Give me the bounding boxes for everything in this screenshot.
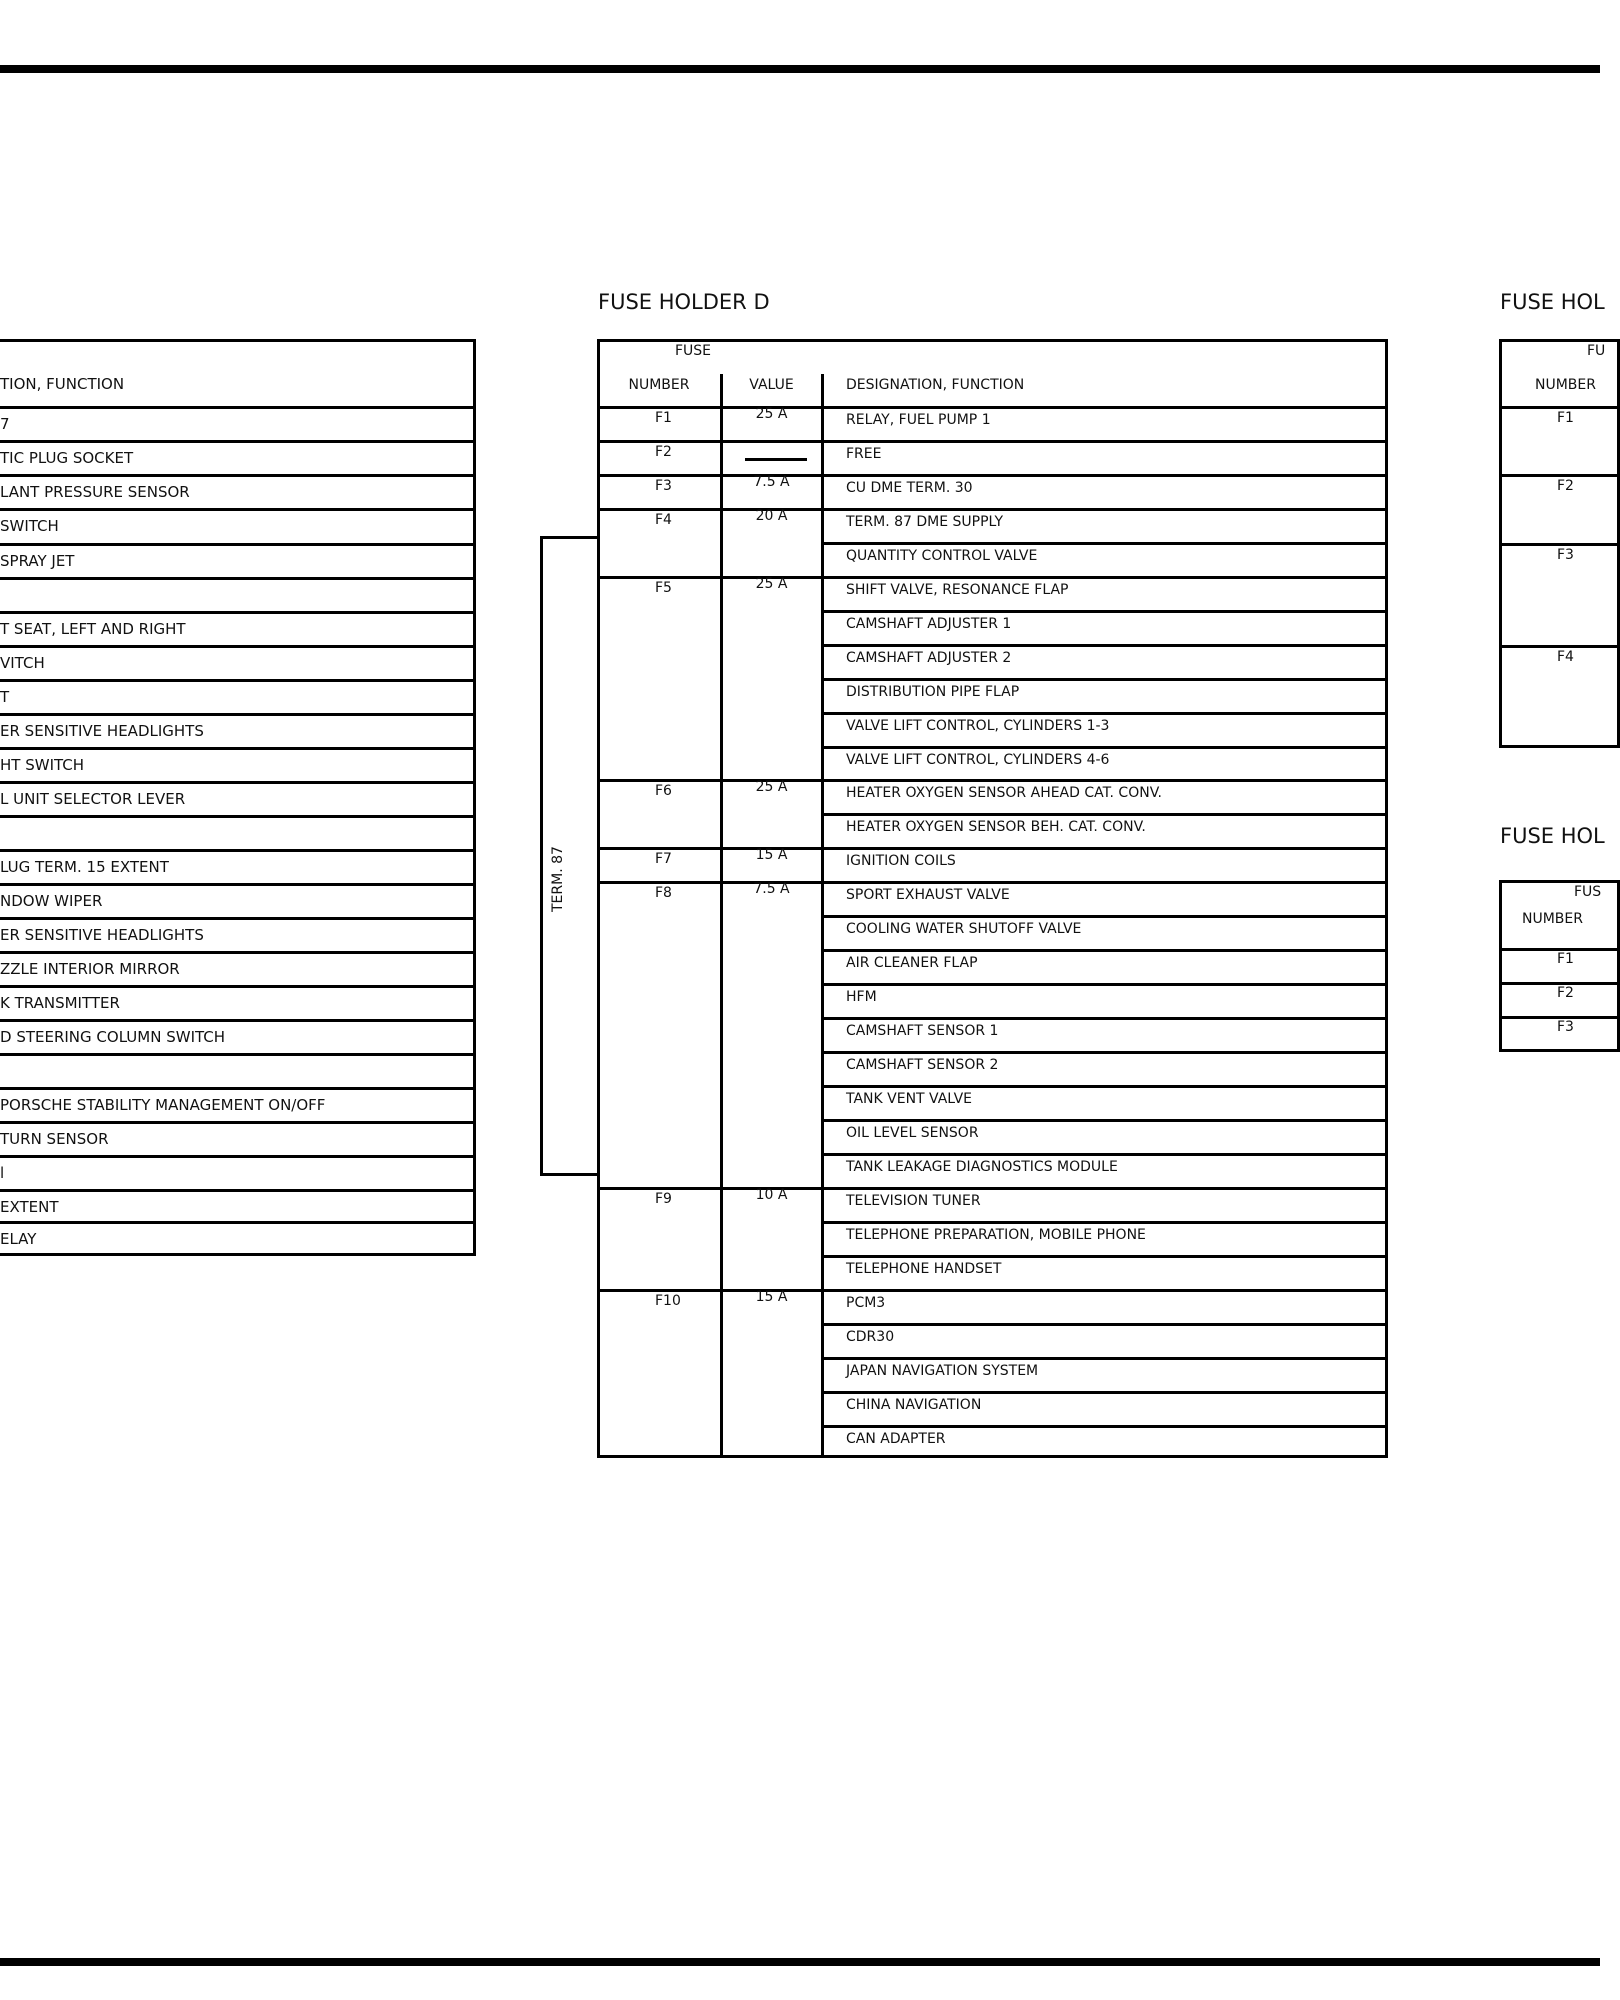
fuse-value: 7.5 A [753, 474, 790, 490]
fuse-d-row-line [822, 1391, 1388, 1394]
fuse-value-empty-dash [745, 458, 807, 461]
right-top-fuse-number: F3 [1557, 547, 1574, 563]
fuse-number: F2 [655, 444, 672, 460]
left-table-row-line [0, 917, 476, 920]
fuse-d-row-line [822, 915, 1388, 918]
fuse-d-group-line [597, 576, 1388, 579]
fuse-d-header-fuse: FUSE [674, 343, 712, 359]
left-table-row-line [0, 1121, 476, 1124]
left-table-row-line [0, 1087, 476, 1090]
left-table-row-line [0, 1221, 476, 1224]
fuse-function: HEATER OXYGEN SENSOR BEH. CAT. CONV. [846, 819, 1146, 835]
fuse-number: F6 [655, 783, 672, 799]
right-top-fuse-number: F4 [1557, 649, 1574, 665]
left-table-row-text: PORSCHE STABILITY MANAGEMENT ON/OFF [0, 1096, 326, 1114]
fuse-d-row-line [822, 1085, 1388, 1088]
left-table-row-text: D STEERING COLUMN SWITCH [0, 1028, 226, 1046]
right-top-header-fuse: FU [1587, 343, 1606, 359]
fuse-function: SPORT EXHAUST VALVE [846, 887, 1010, 903]
fuse-function: HFM [846, 989, 877, 1005]
fuse-d-row-line [822, 712, 1388, 715]
fuse-function: TANK LEAKAGE DIAGNOSTICS MODULE [846, 1159, 1118, 1175]
fuse-d-group-line [597, 1289, 1388, 1292]
fuse-d-row-line [822, 1017, 1388, 1020]
fuse-value: 20 A [755, 508, 788, 524]
left-table-row-text: LANT PRESSURE SENSOR [0, 483, 190, 501]
fuse-number: F7 [655, 851, 672, 867]
fuse-value: 7.5 A [753, 881, 790, 897]
left-table-row-line [0, 883, 476, 886]
left-table-row-text: HT SWITCH [0, 756, 85, 774]
left-table-row-line [0, 1019, 476, 1022]
left-table-row-text: ZZLE INTERIOR MIRROR [0, 960, 180, 978]
fuse-d-group-line [597, 474, 1388, 477]
left-table-row-line [0, 508, 476, 511]
fuse-function: CAN ADAPTER [846, 1431, 946, 1447]
fuse-number: F5 [655, 580, 672, 596]
fuse-number: F4 [655, 512, 672, 528]
fuse-function: CAMSHAFT SENSOR 1 [846, 1023, 999, 1039]
left-table-row-line [0, 611, 476, 614]
fuse-d-row-line [822, 1051, 1388, 1054]
left-table-row-text: T SEAT, LEFT AND RIGHT [0, 620, 186, 638]
fuse-d-row-line [822, 949, 1388, 952]
left-table-row-line [0, 474, 476, 477]
bottom-border [0, 1958, 1600, 1966]
fuse-function: CAMSHAFT SENSOR 2 [846, 1057, 999, 1073]
fuse-function: TERM. 87 DME SUPPLY [846, 514, 1004, 530]
fuse-function: CAMSHAFT ADJUSTER 1 [846, 616, 1012, 632]
fuse-function: VALVE LIFT CONTROL, CYLINDERS 1-3 [846, 718, 1110, 734]
fuse-d-row-line [822, 542, 1388, 545]
fuse-function: QUANTITY CONTROL VALVE [846, 548, 1038, 564]
fuse-function: HEATER OXYGEN SENSOR AHEAD CAT. CONV. [846, 785, 1162, 801]
left-table-row-text: TIC PLUG SOCKET [0, 449, 134, 467]
fuse-d-row-line [822, 1153, 1388, 1156]
fuse-number: F9 [655, 1191, 672, 1207]
fuse-function: CU DME TERM. 30 [846, 480, 973, 496]
fuse-d-row-line [822, 1255, 1388, 1258]
fuse-function: TELEPHONE HANDSET [846, 1261, 1002, 1277]
fuse-d-row-line [822, 1323, 1388, 1326]
fuse-d-header-number: NUMBER [628, 377, 690, 393]
fuse-d-group-line [597, 847, 1388, 850]
fuse-number: F10 [655, 1293, 681, 1309]
fuse-function: CAMSHAFT ADJUSTER 2 [846, 650, 1012, 666]
fuse-d-header-designation: DESIGNATION, FUNCTION [846, 377, 1025, 393]
left-table-row-text: NDOW WIPER [0, 892, 103, 910]
right-top-header-number: NUMBER [1535, 377, 1596, 393]
fuse-value: 25 A [755, 406, 788, 422]
fuse-number: F8 [655, 885, 672, 901]
fuse-d-row-line [822, 1357, 1388, 1360]
right-bottom-header-fuse: FUS [1574, 884, 1602, 900]
left-table-row-line [0, 679, 476, 682]
left-table-row-line [0, 713, 476, 716]
left-table-row-line [0, 543, 476, 546]
left-table-row-line [0, 849, 476, 852]
left-table-row-text: ELAY [0, 1230, 37, 1248]
fuse-d-group-line [597, 881, 1388, 884]
left-table-row-line [0, 1189, 476, 1192]
left-table-row-line [0, 406, 476, 409]
fuse-function: DISTRIBUTION PIPE FLAP [846, 684, 1020, 700]
fuse-function: RELAY, FUEL PUMP 1 [846, 412, 991, 428]
fuse-d-row-line [822, 644, 1388, 647]
left-table-row-line [0, 577, 476, 580]
fuse-function: COOLING WATER SHUTOFF VALVE [846, 921, 1082, 937]
fuse-number: F3 [655, 478, 672, 494]
left-table-row-text: ER SENSITIVE HEADLIGHTS [0, 926, 204, 944]
fuse-value: 25 A [755, 576, 788, 592]
fuse-function: VALVE LIFT CONTROL, CYLINDERS 4-6 [846, 752, 1110, 768]
left-table-row-text: SWITCH [0, 517, 59, 535]
right-bottom-fuse-number: F3 [1557, 1019, 1574, 1035]
term-87-label: TERM. 87 [550, 846, 566, 912]
left-table-row-line [0, 645, 476, 648]
fuse-value: 25 A [755, 779, 788, 795]
fuse-d-row-line [822, 610, 1388, 613]
left-table-row-text: L UNIT SELECTOR LEVER [0, 790, 186, 808]
fuse-function: SHIFT VALVE, RESONANCE FLAP [846, 582, 1069, 598]
fuse-function: TANK VENT VALVE [846, 1091, 972, 1107]
term-87-bracket [540, 536, 600, 1176]
right-bottom-header-number: NUMBER [1522, 911, 1583, 927]
right-bottom-fuse-number: F1 [1557, 951, 1574, 967]
right-bottom-fuse-number: F2 [1557, 985, 1574, 1001]
left-table-row-line [0, 781, 476, 784]
left-table-row-text: LUG TERM. 15 EXTENT [0, 858, 169, 876]
left-table-row-line [0, 747, 476, 750]
right-top-fuse-number: F2 [1557, 478, 1574, 494]
fuse-function: OIL LEVEL SENSOR [846, 1125, 979, 1141]
fuse-function: CHINA NAVIGATION [846, 1397, 982, 1413]
fuse-d-header-divider [720, 374, 723, 409]
fuse-holder-d-title: FUSE HOLDER D [598, 290, 770, 314]
left-table-row-text: SPRAY JET [0, 552, 75, 570]
fuse-d-row-line [822, 1119, 1388, 1122]
left-table-row-text: T [0, 688, 10, 706]
left-table-row-line [0, 1053, 476, 1056]
left-table-row-text: l [0, 1164, 5, 1182]
fuse-number: F1 [655, 410, 672, 426]
fuse-function: FREE [846, 446, 882, 462]
fuse-function: JAPAN NAVIGATION SYSTEM [846, 1363, 1039, 1379]
fuse-d-header-value: VALUE [749, 377, 794, 393]
fuse-d-group-line [597, 779, 1388, 782]
fuse-d-row-line [822, 678, 1388, 681]
fuse-function: IGNITION COILS [846, 853, 956, 869]
fuse-d-row-line [822, 1425, 1388, 1428]
fuse-d-row-line [822, 983, 1388, 986]
left-table-row-text: TURN SENSOR [0, 1130, 109, 1148]
fuse-d-group-line [597, 508, 1388, 511]
fuse-d-row-line [822, 746, 1388, 749]
fuse-d-group-line [597, 406, 1388, 409]
right-bottom-title: FUSE HOL [1500, 824, 1605, 848]
fuse-d-row-line [822, 1221, 1388, 1224]
left-table-row-text: ER SENSITIVE HEADLIGHTS [0, 722, 204, 740]
top-border [0, 65, 1600, 73]
left-table-row-line [0, 985, 476, 988]
right-top-fuse-number: F1 [1557, 410, 1574, 426]
fuse-value: 15 A [755, 847, 788, 863]
left-table-row-text: K TRANSMITTER [0, 994, 120, 1012]
fuse-d-group-line [597, 1187, 1388, 1190]
fuse-function: PCM3 [846, 1295, 886, 1311]
fuse-value: 10 A [755, 1187, 788, 1203]
fuse-d-row-line [822, 813, 1388, 816]
fuse-d-group-line [597, 440, 1388, 443]
fuse-d-header-divider [821, 374, 824, 409]
right-top-title: FUSE HOL [1500, 290, 1605, 314]
left-table-row-text: TION, FUNCTION [0, 375, 125, 393]
fuse-function: TELEVISION TUNER [846, 1193, 981, 1209]
fuse-value: 15 A [755, 1289, 788, 1305]
left-table-row-line [0, 1155, 476, 1158]
left-table-row-text: EXTENT [0, 1198, 59, 1216]
fuse-function: TELEPHONE PREPARATION, MOBILE PHONE [846, 1227, 1146, 1243]
left-table-row-text: 7 [0, 415, 10, 433]
fuse-function: AIR CLEANER FLAP [846, 955, 978, 971]
fuse-function: CDR30 [846, 1329, 895, 1345]
left-table-row-line [0, 951, 476, 954]
left-table-row-text: VITCH [0, 654, 45, 672]
left-table-row-line [0, 815, 476, 818]
left-table-row-line [0, 440, 476, 443]
